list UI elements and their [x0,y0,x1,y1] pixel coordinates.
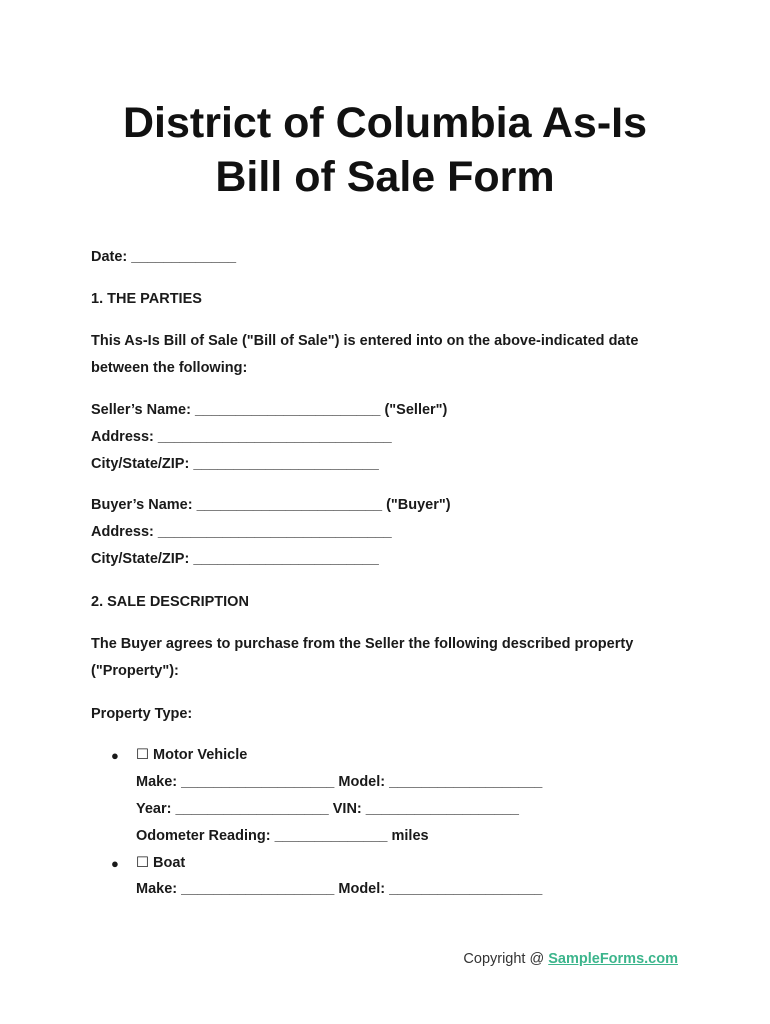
section-heading-parties: 1. THE PARTIES [91,291,202,307]
boat-checkbox-label: ☐ Boat [136,855,186,871]
buyer-name-field: Buyer’s Name: _______________________ ("Buyer") [91,497,451,513]
title-line-2: Bill of Sale Form [215,153,555,201]
sale-intro-line-1: The Buyer agrees to purchase from the Seller the following described property [91,636,634,652]
motor-vehicle-checkbox-label: ☐ Motor Vehicle [136,747,248,763]
bullet-icon: ● [111,748,119,763]
vehicle-year-vin-field: Year: ___________________ VIN: ___________________ [136,801,519,817]
sale-intro-line-2: ("Property"): [91,663,179,679]
buyer-address-field: Address: _____________________________ [91,524,392,540]
vehicle-odometer-field: Odometer Reading: ______________ miles [136,828,429,844]
document-title [0,96,770,204]
seller-city-field: City/State/ZIP: _______________________ [91,456,379,472]
boat-make-model-field: Make: ___________________ Model: ___________________ [136,881,543,897]
parties-intro-line-2: between the following: [91,360,248,376]
buyer-city-field: City/State/ZIP: _______________________ [91,551,379,567]
vehicle-make-model-field: Make: ___________________ Model: ___________________ [136,774,543,790]
section-heading-sale-description: 2. SALE DESCRIPTION [91,594,249,610]
parties-intro-line-1: This As-Is Bill of Sale ("Bill of Sale") is entered into on the above-indicated date [91,333,639,349]
brand-link[interactable]: SampleForms.com [548,951,678,967]
seller-address-field: Address: _____________________________ [91,429,392,445]
seller-name-field: Seller’s Name: _______________________ ("Seller") [91,402,448,418]
bullet-icon: ● [111,856,119,871]
copyright-text: Copyright @ [463,951,549,967]
property-type-label: Property Type: [91,706,193,722]
title-line-1: District of Columbia As-Is [122,99,648,147]
date-field: Date: _____________ [91,249,237,265]
footer-copyright [463,951,678,967]
